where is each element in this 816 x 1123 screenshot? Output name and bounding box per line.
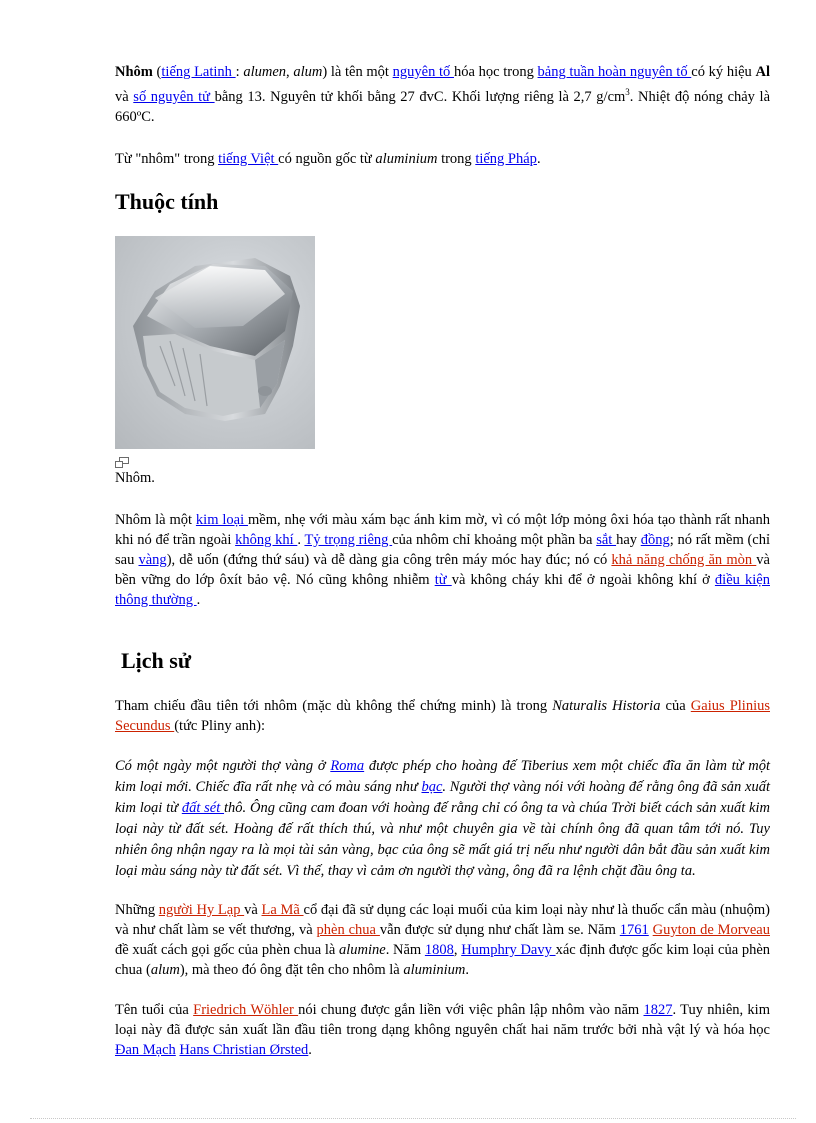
link-normal-conditions[interactable]: điều kiện thông thường <box>115 571 770 608</box>
link-1761[interactable]: 1761 <box>619 921 649 938</box>
link-latin[interactable]: tiếng Latinh <box>161 64 236 80</box>
link-alum[interactable]: phèn chua <box>316 921 380 938</box>
page-bottom-divider <box>30 1118 796 1119</box>
link-davy[interactable]: Humphry Davy <box>461 941 556 958</box>
link-morveau[interactable]: Guyton de Morveau <box>652 921 770 938</box>
pliny-quote <box>115 756 770 882</box>
text: Tên tuổi của <box>115 1001 194 1018</box>
text: ), mà theo đó ông đặt tên cho nhôm là <box>179 961 404 978</box>
text: , <box>286 64 294 80</box>
text: xác định được gốc kim loại của phèn chua ( <box>115 941 771 978</box>
text: . <box>196 591 201 608</box>
term-alum: alum <box>150 961 180 978</box>
text: . Nhiệt độ nóng chảy là 660ºC. <box>115 88 771 125</box>
aluminium-photo[interactable] <box>115 236 315 449</box>
text: thô. Ông cũng cam đoan với hoàng đế rằng chỉ có ông ta và chúa Trời biết cách sản xuất kim loại này từ đất sét. Hoàng đế rất thích thú, và như một chuyên gia về tài chính ông đã quan tâm tới nó. Tuy nhiên ông nhận ngay ra là mọi tài sản vàng, bạc của ông sẽ mất giá trị nếu như người dân bắt đầu sản xuất kim loại màu sáng này từ đất sét. Vì thế, thay vì cảm ơn người thợ vàng, ông đã ra lệnh chặt đầu ông ta. <box>115 799 770 879</box>
link-denmark[interactable]: Đan Mạch <box>115 1041 176 1058</box>
link-corrosion-resistance[interactable]: khả năng chống ăn mòn <box>611 551 757 568</box>
text: ; nó rất mềm (chỉ sau <box>115 531 771 568</box>
title-word: Nhôm <box>115 64 153 80</box>
text: . Người thợ vàng nói với hoàng đế rằng ông đã sản xuất kim loại từ <box>115 778 770 816</box>
link-element[interactable]: nguyên tố <box>392 64 454 80</box>
term-alum: alum <box>293 64 323 80</box>
link-atomic-number[interactable]: số nguyên tử <box>133 88 215 105</box>
text: Có một ngày một người thợ vàng ở <box>115 757 331 774</box>
text: hóa học trong <box>453 64 538 80</box>
link-rome[interactable]: Roma <box>330 757 365 774</box>
link-copper[interactable]: đồng <box>640 531 670 548</box>
text: cổ đại đã sử dụng các loại muối của kim loại này như là thuốc cẩn màu (nhuộm) và như chất làm se vết thương, và <box>115 901 770 938</box>
link-silver[interactable]: bạc <box>421 778 443 795</box>
text: , <box>453 941 462 958</box>
link-iron[interactable]: sắt <box>596 531 617 548</box>
term-alumen: alumen <box>243 64 287 80</box>
article <box>115 58 770 1060</box>
text: đề xuất cách gọi gốc của phèn chua là <box>115 941 339 958</box>
text: ) là tên một <box>322 64 393 80</box>
text: nói chung được gắn liền với việc phân lập nhôm vào năm <box>298 1001 644 1018</box>
text: . <box>308 1041 312 1058</box>
text: ( <box>152 64 162 80</box>
text: Nhôm là một <box>115 511 196 528</box>
text: của nhôm chỉ khoảng một phần ba <box>392 531 597 548</box>
text: trong <box>437 150 476 167</box>
etymology-paragraph <box>115 149 770 169</box>
link-metal[interactable]: kim loại <box>195 511 248 528</box>
text: và bền vững do lớp ôxít bảo vệ. Nó cũng không nhiễm <box>115 551 770 588</box>
superscript: 3 <box>625 87 630 97</box>
text: và <box>115 88 134 105</box>
text: của <box>660 697 691 714</box>
link-romans[interactable]: La Mã <box>261 901 304 918</box>
link-gold[interactable]: vàng <box>138 551 167 568</box>
link-magnetic[interactable]: từ <box>434 571 452 588</box>
section-heading-history: Lịch sử <box>121 647 192 673</box>
text: . Năm <box>385 941 425 958</box>
properties-paragraph <box>115 510 770 610</box>
link-1827[interactable]: 1827 <box>643 1001 673 1018</box>
text: bằng 13. Nguyên tử khối bằng 27 đvC. Khối lượng riêng là 2,7 g/cm <box>214 88 626 105</box>
text: Từ "nhôm" trong <box>115 150 219 167</box>
link-1808[interactable]: 1808 <box>424 941 454 958</box>
text: Tham chiếu đầu tiên tới nhôm (mặc dù không thể chứng minh) là trong <box>115 697 553 714</box>
link-pliny[interactable]: Gaius Plinius Secundus <box>115 697 770 734</box>
text: . <box>297 531 305 548</box>
figure-caption: Nhôm. <box>115 469 155 486</box>
symbol: Al <box>755 64 770 80</box>
link-greeks[interactable]: người Hy Lạp <box>158 901 245 918</box>
text: (tức Pliny anh): <box>174 717 266 734</box>
book-title: Naturalis Historia <box>552 697 661 714</box>
text: mềm, nhẹ với màu xám bạc ánh kim mờ, vì có một lớp mỏng ôxi hóa tạo thành rất nhanh khi nó để trần ngoài <box>115 511 770 548</box>
text: vẫn được sử dụng như chất làm se. Năm <box>379 921 620 938</box>
link-air[interactable]: không khí <box>235 531 298 548</box>
link-periodic-table[interactable]: bảng tuần hoàn nguyên tố <box>537 64 692 80</box>
text: và <box>244 901 262 918</box>
link-french[interactable]: tiếng Pháp <box>475 150 537 167</box>
history-intro-paragraph <box>115 696 770 736</box>
section-heading-properties: Thuộc tính <box>115 188 219 214</box>
enlarge-icon[interactable] <box>115 457 129 468</box>
text: . <box>536 150 541 167</box>
text: có nguồn gốc từ <box>278 150 376 167</box>
link-wohler[interactable]: Friedrich Wöhler <box>193 1001 299 1018</box>
term-aluminium: aluminium <box>375 150 438 167</box>
text: ), dễ uốn (đứng thứ sáu) và dễ dàng gia công trên máy móc hay đúc; nó có <box>166 551 612 568</box>
intro-paragraph <box>115 62 770 127</box>
text: có ký hiệu <box>691 64 756 80</box>
text: . <box>465 961 469 978</box>
text: và không cháy khi để ở ngoài không khí ở <box>451 571 715 588</box>
link-density[interactable]: Tỷ trọng riêng <box>304 531 393 548</box>
link-clay[interactable]: đất sét <box>181 799 225 816</box>
text: Những <box>115 901 159 918</box>
term-alumine: alumine <box>338 941 386 958</box>
text: . Tuy nhiên, kim loại này đã được sản xuất lần đầu tiên trong dạng không nguyên chất hai năm trước bởi nhà vật lý và hóa học <box>115 1001 770 1038</box>
history-wohler-paragraph <box>115 1000 770 1060</box>
text: : <box>235 64 244 80</box>
link-vietnamese[interactable]: tiếng Việt <box>218 150 279 167</box>
link-orsted[interactable]: Hans Christian Ørsted <box>179 1041 309 1058</box>
aluminium-chunk-image <box>115 236 315 449</box>
history-alum-paragraph <box>115 900 770 980</box>
text: hay <box>616 531 641 548</box>
term-aluminium: aluminium <box>403 961 466 978</box>
text: được phép cho hoàng đế Tiberius xem một chiếc đĩa ăn làm từ một kim loại mới. Chiếc đĩa rất nhẹ và có màu sáng như <box>115 757 770 795</box>
